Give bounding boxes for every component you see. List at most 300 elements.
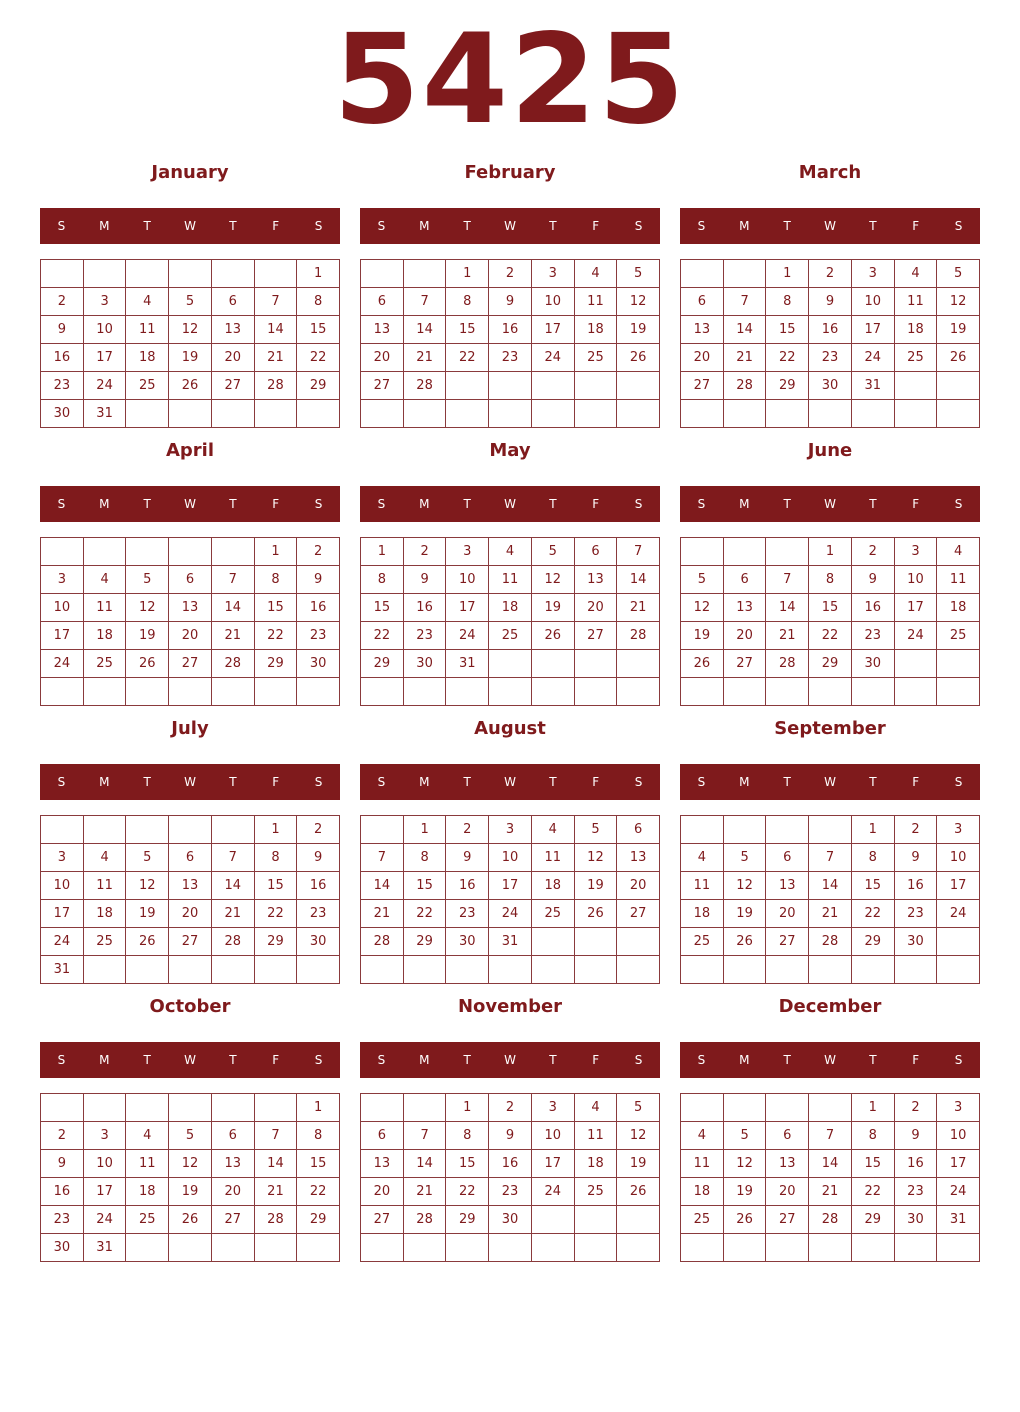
day-cell: 14 — [404, 316, 447, 344]
empty-cell — [575, 1234, 618, 1262]
day-cell: 21 — [212, 900, 255, 928]
empty-cell — [255, 1094, 298, 1122]
day-cell: 18 — [489, 594, 532, 622]
week-row — [361, 566, 660, 594]
day-cell: 23 — [895, 1178, 938, 1206]
day-cell: 12 — [617, 288, 660, 316]
empty-cell — [126, 538, 169, 566]
empty-cell — [126, 260, 169, 288]
day-cell: 15 — [766, 316, 809, 344]
day-cell: 15 — [852, 872, 895, 900]
day-cell: 18 — [575, 1150, 618, 1178]
day-cell: 25 — [532, 900, 575, 928]
empty-cell — [895, 956, 938, 984]
day-cell: 15 — [404, 872, 447, 900]
empty-cell — [41, 538, 84, 566]
day-cell: 15 — [297, 316, 340, 344]
weekday-label: M — [739, 219, 750, 233]
empty-cell — [84, 260, 127, 288]
day-cell: 8 — [255, 566, 298, 594]
weekday-label: F — [912, 1053, 920, 1067]
day-cell: 21 — [617, 594, 660, 622]
week-row — [41, 1206, 340, 1234]
empty-cell — [937, 372, 980, 400]
weekday-header — [360, 764, 660, 800]
empty-cell — [724, 956, 767, 984]
weekday-label: T — [229, 775, 237, 789]
empty-cell — [84, 538, 127, 566]
day-cell: 11 — [895, 288, 938, 316]
empty-cell — [766, 956, 809, 984]
day-cell: 29 — [361, 650, 404, 678]
day-cell: 29 — [809, 650, 852, 678]
day-cell: 4 — [895, 260, 938, 288]
weekday-header — [680, 486, 980, 522]
day-cell: 11 — [532, 844, 575, 872]
day-cell: 8 — [297, 288, 340, 316]
day-cell: 13 — [617, 844, 660, 872]
empty-cell — [41, 678, 84, 706]
empty-cell — [766, 816, 809, 844]
day-cell: 30 — [895, 1206, 938, 1234]
day-cell: 4 — [937, 538, 980, 566]
week-row — [361, 1206, 660, 1234]
empty-cell — [169, 678, 212, 706]
day-cell: 22 — [255, 622, 298, 650]
week-row — [361, 400, 660, 428]
weekday-label: F — [912, 775, 920, 789]
day-cell: 22 — [404, 900, 447, 928]
day-cell: 10 — [84, 1150, 127, 1178]
day-cell: 5 — [169, 288, 212, 316]
day-cell: 4 — [84, 844, 127, 872]
day-cell: 21 — [404, 1178, 447, 1206]
day-cell: 23 — [489, 1178, 532, 1206]
day-cell: 20 — [169, 900, 212, 928]
day-cell: 23 — [489, 344, 532, 372]
empty-cell — [212, 538, 255, 566]
day-cell: 25 — [681, 928, 724, 956]
day-cell: 15 — [446, 316, 489, 344]
day-cell: 17 — [489, 872, 532, 900]
day-cell: 22 — [809, 622, 852, 650]
month-february — [360, 156, 660, 428]
day-cell: 19 — [724, 1178, 767, 1206]
empty-cell — [532, 1234, 575, 1262]
week-row — [41, 344, 340, 372]
day-cell: 28 — [809, 928, 852, 956]
day-cell: 11 — [84, 594, 127, 622]
day-cell: 10 — [41, 594, 84, 622]
empty-cell — [532, 372, 575, 400]
day-cell: 4 — [126, 1122, 169, 1150]
day-cell: 17 — [937, 1150, 980, 1178]
week-row — [681, 816, 980, 844]
day-cell: 18 — [84, 900, 127, 928]
empty-cell — [41, 260, 84, 288]
month-name: July — [171, 718, 209, 739]
day-cell: 20 — [212, 344, 255, 372]
weekday-label: W — [824, 775, 836, 789]
day-cell: 30 — [404, 650, 447, 678]
empty-cell — [169, 1094, 212, 1122]
day-cell: 24 — [852, 344, 895, 372]
month-name: March — [798, 162, 862, 183]
week-row — [681, 594, 980, 622]
day-cell: 20 — [724, 622, 767, 650]
week-row — [41, 678, 340, 706]
month-name: December — [778, 996, 882, 1017]
weekday-label: F — [912, 219, 920, 233]
weekday-label: F — [272, 497, 280, 511]
day-cell: 27 — [617, 900, 660, 928]
day-cell: 16 — [404, 594, 447, 622]
day-cell: 4 — [681, 1122, 724, 1150]
weekday-label: S — [697, 497, 706, 511]
day-cell: 2 — [489, 260, 532, 288]
day-cell: 30 — [895, 928, 938, 956]
day-cell: 9 — [895, 844, 938, 872]
day-cell: 11 — [575, 1122, 618, 1150]
empty-cell — [937, 956, 980, 984]
weekday-label: T — [549, 775, 557, 789]
day-cell: 22 — [446, 1178, 489, 1206]
day-cell: 18 — [681, 900, 724, 928]
week-row — [41, 288, 340, 316]
day-cell: 10 — [532, 288, 575, 316]
day-cell: 26 — [724, 928, 767, 956]
empty-cell — [766, 1094, 809, 1122]
month-october — [40, 990, 340, 1262]
day-cell: 12 — [169, 316, 212, 344]
empty-cell — [489, 400, 532, 428]
week-row — [681, 1206, 980, 1234]
weekday-label: W — [184, 1053, 196, 1067]
day-cell: 11 — [937, 566, 980, 594]
weekday-label: T — [229, 1053, 237, 1067]
day-cell: 19 — [617, 1150, 660, 1178]
day-cell: 29 — [852, 1206, 895, 1234]
day-cell: 5 — [617, 1094, 660, 1122]
day-cell: 10 — [937, 1122, 980, 1150]
day-cell: 21 — [255, 344, 298, 372]
month-november — [360, 990, 660, 1262]
day-cell: 29 — [297, 1206, 340, 1234]
weekday-label: S — [954, 1053, 963, 1067]
weekday-header — [680, 764, 980, 800]
day-cell: 26 — [681, 650, 724, 678]
day-cell: 14 — [809, 872, 852, 900]
empty-cell — [361, 260, 404, 288]
empty-cell — [895, 372, 938, 400]
month-name: February — [464, 162, 556, 183]
month-name: September — [774, 718, 886, 739]
empty-cell — [895, 400, 938, 428]
empty-cell — [617, 400, 660, 428]
day-cell: 1 — [809, 538, 852, 566]
day-cell: 2 — [852, 538, 895, 566]
empty-cell — [126, 1234, 169, 1262]
day-cell: 17 — [852, 316, 895, 344]
day-cell: 6 — [169, 566, 212, 594]
day-cell: 5 — [937, 260, 980, 288]
day-cell: 1 — [297, 1094, 340, 1122]
day-cell: 19 — [126, 900, 169, 928]
empty-cell — [404, 956, 447, 984]
day-cell: 20 — [681, 344, 724, 372]
empty-cell — [937, 928, 980, 956]
empty-cell — [255, 400, 298, 428]
empty-cell — [212, 260, 255, 288]
day-cell: 8 — [809, 566, 852, 594]
empty-cell — [809, 956, 852, 984]
empty-cell — [617, 372, 660, 400]
week-row — [681, 288, 980, 316]
day-cell: 11 — [681, 872, 724, 900]
day-cell: 12 — [724, 1150, 767, 1178]
empty-cell — [532, 650, 575, 678]
empty-cell — [766, 678, 809, 706]
weekday-label: T — [143, 497, 151, 511]
day-cell: 10 — [532, 1122, 575, 1150]
month-name: May — [489, 440, 531, 461]
day-cell: 31 — [84, 400, 127, 428]
day-cell: 18 — [681, 1178, 724, 1206]
day-cell: 11 — [681, 1150, 724, 1178]
weekday-header — [360, 486, 660, 522]
empty-cell — [617, 956, 660, 984]
day-cell: 24 — [937, 900, 980, 928]
day-cell: 12 — [126, 872, 169, 900]
day-cell: 3 — [84, 1122, 127, 1150]
day-cell: 2 — [297, 538, 340, 566]
day-cell: 24 — [937, 1178, 980, 1206]
day-cell: 26 — [724, 1206, 767, 1234]
empty-cell — [532, 400, 575, 428]
day-cell: 12 — [532, 566, 575, 594]
weekday-header — [680, 1042, 980, 1078]
day-cell: 28 — [212, 650, 255, 678]
weekday-label: S — [377, 219, 386, 233]
week-row — [361, 1094, 660, 1122]
day-cell: 19 — [575, 872, 618, 900]
weekday-label: T — [783, 775, 791, 789]
day-cell: 16 — [809, 316, 852, 344]
day-cell: 4 — [489, 538, 532, 566]
day-cell: 17 — [895, 594, 938, 622]
weekday-label: S — [634, 775, 643, 789]
day-cell: 17 — [41, 900, 84, 928]
empty-cell — [126, 1094, 169, 1122]
day-cell: 25 — [126, 1206, 169, 1234]
day-cell: 16 — [895, 872, 938, 900]
weekday-label: T — [143, 219, 151, 233]
day-cell: 23 — [41, 372, 84, 400]
empty-cell — [681, 1234, 724, 1262]
month-name: November — [457, 996, 563, 1017]
day-cell: 23 — [895, 900, 938, 928]
week-row — [681, 1178, 980, 1206]
day-cell: 7 — [404, 1122, 447, 1150]
day-cell: 2 — [41, 1122, 84, 1150]
empty-cell — [809, 816, 852, 844]
day-cell: 3 — [937, 816, 980, 844]
day-cell: 9 — [446, 844, 489, 872]
day-cell: 1 — [446, 260, 489, 288]
week-row — [681, 900, 980, 928]
weekday-label: M — [99, 219, 110, 233]
week-row — [41, 816, 340, 844]
day-cell: 21 — [212, 622, 255, 650]
day-cell: 27 — [575, 622, 618, 650]
day-cell: 30 — [297, 928, 340, 956]
weekday-header — [40, 486, 340, 522]
weekday-label: M — [99, 1053, 110, 1067]
week-row — [681, 538, 980, 566]
weekday-label: M — [739, 1053, 750, 1067]
day-cell: 22 — [297, 344, 340, 372]
day-cell: 19 — [937, 316, 980, 344]
day-cell: 24 — [446, 622, 489, 650]
weekday-label: S — [57, 1053, 66, 1067]
weekday-label: S — [954, 775, 963, 789]
empty-cell — [84, 956, 127, 984]
day-cell: 3 — [446, 538, 489, 566]
day-cell: 24 — [532, 1178, 575, 1206]
weekday-label: S — [57, 497, 66, 511]
empty-cell — [532, 1206, 575, 1234]
day-cell: 16 — [446, 872, 489, 900]
empty-cell — [681, 678, 724, 706]
week-row — [681, 956, 980, 984]
weekday-label: S — [377, 775, 386, 789]
year-title: 5425 — [333, 8, 687, 152]
day-cell: 18 — [532, 872, 575, 900]
day-cell: 30 — [297, 650, 340, 678]
day-cell: 16 — [489, 316, 532, 344]
day-cell: 18 — [937, 594, 980, 622]
week-row — [681, 1234, 980, 1262]
weekday-label: S — [697, 219, 706, 233]
week-row — [41, 844, 340, 872]
day-cell: 8 — [766, 288, 809, 316]
week-row — [681, 678, 980, 706]
day-cell: 18 — [84, 622, 127, 650]
empty-cell — [169, 1234, 212, 1262]
weekday-label: T — [783, 1053, 791, 1067]
day-cell: 25 — [84, 650, 127, 678]
day-cell: 4 — [681, 844, 724, 872]
empty-cell — [809, 678, 852, 706]
weekday-label: S — [377, 497, 386, 511]
day-cell: 23 — [446, 900, 489, 928]
weekday-label: M — [99, 497, 110, 511]
day-cell: 3 — [895, 538, 938, 566]
week-row — [681, 260, 980, 288]
day-cell: 25 — [575, 344, 618, 372]
day-cell: 7 — [724, 288, 767, 316]
week-row — [681, 650, 980, 678]
day-grid — [680, 815, 980, 984]
week-row — [361, 372, 660, 400]
day-cell: 26 — [937, 344, 980, 372]
weekday-label: T — [229, 497, 237, 511]
empty-cell — [575, 928, 618, 956]
day-cell: 9 — [852, 566, 895, 594]
day-cell: 20 — [575, 594, 618, 622]
empty-cell — [404, 1094, 447, 1122]
empty-cell — [404, 678, 447, 706]
empty-cell — [489, 956, 532, 984]
day-cell: 3 — [532, 1094, 575, 1122]
day-cell: 9 — [41, 316, 84, 344]
empty-cell — [575, 400, 618, 428]
day-cell: 12 — [681, 594, 724, 622]
day-cell: 15 — [297, 1150, 340, 1178]
empty-cell — [361, 816, 404, 844]
empty-cell — [212, 1234, 255, 1262]
day-cell: 10 — [852, 288, 895, 316]
day-cell: 8 — [297, 1122, 340, 1150]
week-row — [681, 372, 980, 400]
empty-cell — [852, 678, 895, 706]
empty-cell — [126, 956, 169, 984]
empty-cell — [724, 678, 767, 706]
day-cell: 23 — [41, 1206, 84, 1234]
day-cell: 8 — [404, 844, 447, 872]
day-cell: 6 — [212, 288, 255, 316]
weekday-label: T — [869, 775, 877, 789]
day-cell: 20 — [169, 622, 212, 650]
day-cell: 15 — [446, 1150, 489, 1178]
month-name: June — [807, 440, 853, 461]
day-cell: 14 — [724, 316, 767, 344]
empty-cell — [126, 400, 169, 428]
weekday-label: S — [634, 497, 643, 511]
day-cell: 25 — [937, 622, 980, 650]
week-row — [681, 622, 980, 650]
empty-cell — [724, 400, 767, 428]
empty-cell — [895, 650, 938, 678]
day-cell: 13 — [212, 316, 255, 344]
day-cell: 10 — [84, 316, 127, 344]
weekday-label: S — [314, 497, 323, 511]
weekday-label: T — [869, 497, 877, 511]
day-cell: 4 — [575, 260, 618, 288]
weekday-label: F — [272, 219, 280, 233]
weekday-label: S — [697, 1053, 706, 1067]
week-row — [361, 594, 660, 622]
day-cell: 13 — [575, 566, 618, 594]
empty-cell — [766, 400, 809, 428]
empty-cell — [84, 678, 127, 706]
empty-cell — [617, 650, 660, 678]
day-cell: 5 — [532, 538, 575, 566]
empty-cell — [681, 1094, 724, 1122]
weekday-label: W — [184, 775, 196, 789]
day-cell: 7 — [361, 844, 404, 872]
day-cell: 14 — [809, 1150, 852, 1178]
month-name: October — [149, 996, 231, 1017]
day-cell: 16 — [41, 344, 84, 372]
empty-cell — [575, 956, 618, 984]
week-row — [361, 928, 660, 956]
weekday-label: W — [504, 219, 516, 233]
day-cell: 12 — [126, 594, 169, 622]
empty-cell — [169, 400, 212, 428]
day-cell: 6 — [212, 1122, 255, 1150]
week-row — [361, 844, 660, 872]
